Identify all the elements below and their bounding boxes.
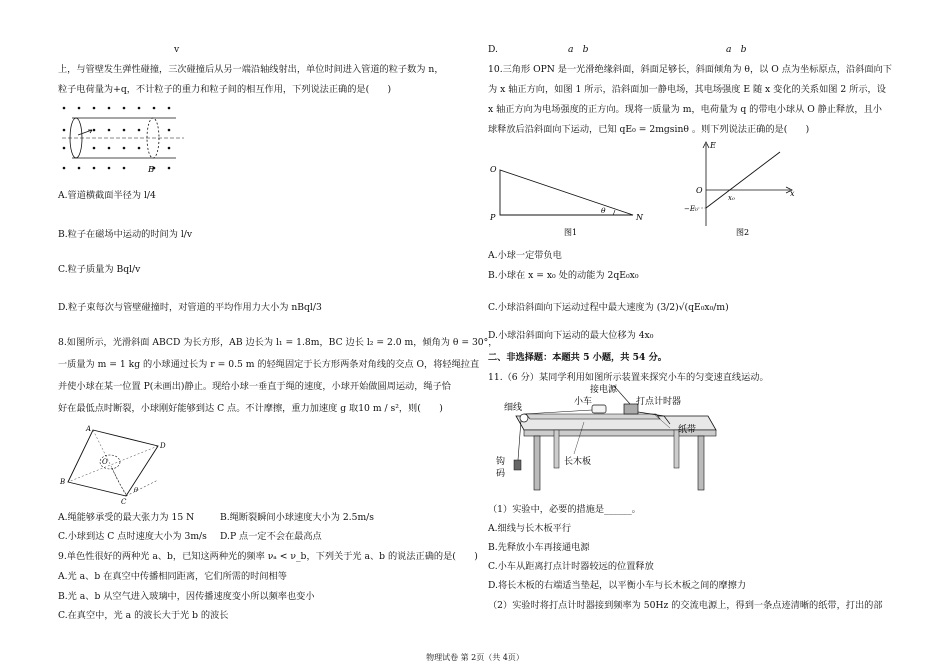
q8-stem-line2: 一质量为 m = 1 kg 的小球通过长为 r = 0.5 m 的轻绳固定于长方形两条对角线的交点 O，将轻绳拉直 [58,359,480,370]
section-2-heading: 二、非选择题：本题共 5 小题，共 54 分。 [488,352,667,363]
q10-figure-2 [684,138,804,240]
q11-label-power: 接电源 [590,385,618,395]
fig2-caption: 图2 [736,228,750,237]
q11-option-d: D.将长木板的右端适当垫起，以平衡小车与长木板之间的摩擦力 [488,580,747,591]
q11-option-a: A.细线与长木板平行 [488,523,572,534]
q8-label-A: A [86,425,92,433]
q9-option-c: C.在真空中，光 a 的波长大于光 b 的波长 [58,610,229,621]
fig1-label-P: P [490,213,496,222]
fig1-label-N: N [636,213,643,222]
q8-stem-line3: 并使小球在某一位置 P(未画出)静止。现给小球一垂直于绳的速度，小球开始做圆周运动，绳子恰 [58,381,451,392]
q9-option-a: A.光 a、b 在真空中传播相同距离，它们所需的时间相等 [58,571,287,582]
fig2-label-O: O [696,186,703,195]
q11-label-rope: 细线 [504,403,523,413]
q9-stem: 9.单色性很好的两种光 a、b，已知这两种光的频率 νₐ < ν_b，下列关于光 a、b 的说法正确的是( ) [58,551,478,562]
q10-stem-line3: x 轴正方向为电场强度的正方向。现将一质量为 m，电荷量为 q 的带电小球从 O 静止释放，且小 [488,104,882,115]
q11-stem: 11.（6 分）某同学利用如图所示装置来探究小车的匀变速直线运动。 [488,372,769,383]
q8-stem-line1: 8.如图所示，光滑斜面 ABCD 为长方形，AB 边长为 l₁ = 1.8m，BC 边长 l₂ = 2.0 m，倾角为 θ = 30°， [58,337,498,348]
q11-option-b: B.先释放小车再接通电源 [488,542,590,553]
q11-label-cart: 小车 [574,397,593,407]
q8-label-O: O [102,458,108,466]
q7-option-c: C.粒子质量为 Bql/v [58,264,141,275]
fig1-caption: 图1 [564,228,578,237]
q8-option-d: D.P 点一定不会在最高点 [220,531,322,542]
q11-sub1: （1）实验中，必要的措施是______。 [488,504,641,515]
q8-option-b: B.绳断裂瞬间小球速度大小为 2.5m/s [220,512,374,523]
q9-d-fragment-2: a b [726,44,747,55]
fig2-label-neg-e0: −E₀ [684,205,698,213]
q7-option-a: A.管道横截面半径为 l/4 [58,190,156,201]
q10-option-d: D.小球沿斜面向下运动的最大位移为 4x₀ [488,330,654,341]
page-footer: 物理试卷 第 2页（共 4页） [426,653,524,662]
q7-option-d: D.粒子束每次与管壁碰撞时，对管道的平均作用力大小为 nBql/3 [58,302,322,313]
q8-incline-figure [58,424,173,504]
q10-stem-line1: 10.三角形 OPN 是一光滑绝缘斜面，斜面足够长，斜面倾角为 θ，以 O 点为坐标原点，沿斜面向下 [488,64,892,75]
fig2-label-x0: x₀ [728,194,735,202]
q10-stem-line4: 球释放后沿斜面向下运动，已知 qE₀ = 2mgsinθ 。则下列说法正确的是( ) [488,124,810,135]
q11-label-tape: 纸带 [678,425,697,435]
q10-option-a: A.小球一定带负电 [488,250,562,261]
q7-tube-figure [58,100,188,178]
q8-option-a: A.绳能够承受的最大张力为 15 N [58,512,195,523]
q9-option-b: B.光 a、b 从空气进入玻璃中，因传播速度变小所以频率也变小 [58,591,315,602]
q10-option-b: B.小球在 x = x₀ 处的动能为 2qE₀x₀ [488,270,639,281]
fig2-label-E: E [710,141,716,150]
q8-label-C: C [121,498,127,504]
q9-option-d: D. [488,44,498,55]
v-fragment: v [174,44,180,55]
q7-stem-line1: 上，与管壁发生弹性碰撞，三次碰撞后从另一端沿轴线射出，单位时间进入管道的粒子数为 n， [58,64,444,75]
fig2-label-x: x [790,189,795,198]
q11-label-hook-top: 钩 [496,457,506,467]
q9-d-fragment-1: a b [568,44,589,55]
q11-apparatus-figure [494,384,724,496]
q7-stem-line2: 粒子电荷量为+q，不计粒子的重力和粒子间的相互作用，下列说法正确的是( ) [58,84,392,95]
q10-figure-1 [488,160,658,240]
q8-option-c: C.小球到达 C 点时速度大小为 3m/s [58,531,207,542]
q10-option-c: C.小球沿斜面向下运动过程中最大速度为 (3/2)√(qE₀x₀/m) [488,302,729,313]
q11-label-hook-bottom: 码 [496,469,506,479]
q11-label-timer: 打点计时器 [636,397,682,407]
q10-stem-line2: 为 x 轴正方向，如图 1 所示，沿斜面加一静电场，其电场强度 E 随 x 变化的关系如图 2 所示，设 [488,84,886,95]
q8-stem-line4: 好在最低点时断裂，小球刚好能够到达 C 点。不计摩擦，重力加速度 g 取10 m / s²，则( ) [58,403,443,414]
q8-label-theta: θ [134,486,138,494]
fig1-label-O: O [490,165,497,174]
q11-option-c: C.小车从距离打点计时器较远的位置释放 [488,561,654,572]
q8-label-B: B [60,478,66,486]
q11-sub2: （2）实验时将打点计时器接到频率为 50Hz 的交流电源上，得到一条点迹清晰的纸带，打出的部 [488,600,883,611]
q7-label-B: B [148,165,155,175]
fig1-label-theta: θ [601,206,606,215]
q8-label-D: D [160,442,166,450]
q11-label-board: 长木板 [564,457,592,467]
q7-option-b: B.粒子在磁场中运动的时间为 l/v [58,229,193,240]
